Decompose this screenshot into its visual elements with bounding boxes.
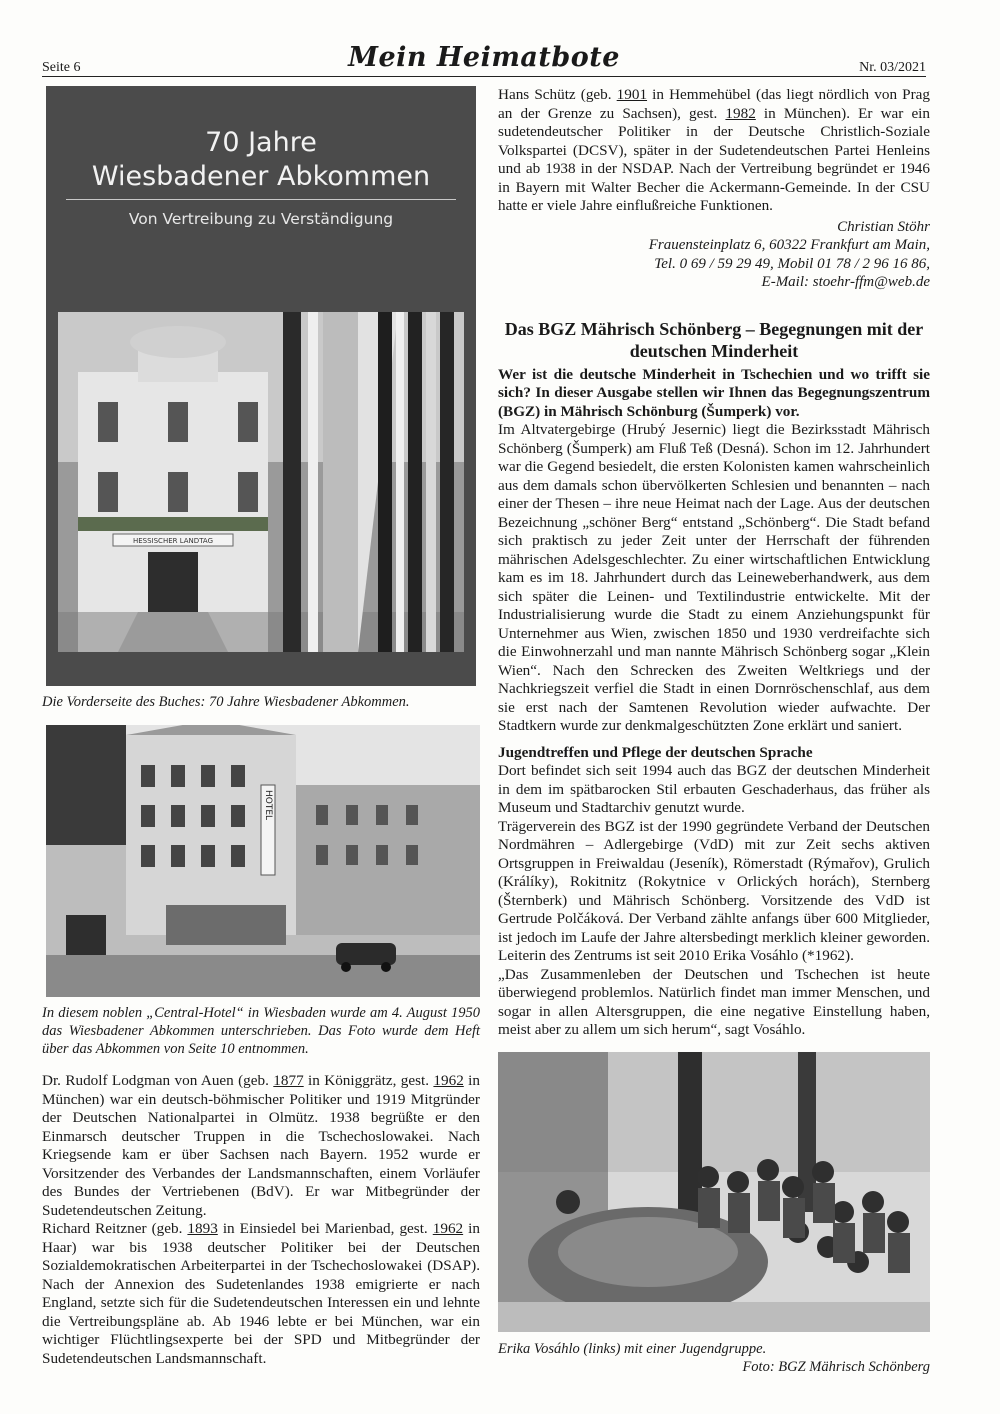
- lodgman-paragraph: Dr. Rudolf Lodgman von Auen (geb. 1877 in Königgrätz, gest. 1962 in München) war ein deutsch-böhmischer Politiker und 1919 Mitgründer der Deutschen Nationalpartei in Olmütz. 1938 begrüßte er den Einmarsch deutscher Truppen in die Tschechoslowakei. Nach Kriegsende kam er über Sachsen nach Bayern. 1952 wurde er Vorsitzender des Verbandes der Landsmannschaften, einem Vorläufer des Bundes der Vertriebenen (BdV). Er war Mitbegründer der Sudetendeutschen Zeitung.: [42, 1072, 480, 1219]
- article-paragraph-4: „Das Zusammenleben der Deutschen und Tschechen ist heute überwiegend problemlos. Natürlich findet man immer Menschen, und sogar in allen Altersgruppen, die eine negative Einstellung haben, meist aber zu allem um sich herum“, sagt Vosáhlo.: [498, 965, 930, 1038]
- article-lede: Wer ist die deutsche Minderheit in Tschechien und wo trifft sie sich? In dieser Ausgabe stellen wir Ihnen das Begegnungszentrum (BGZ) in Mährisch Schönburg (Šumperk) vor.: [498, 365, 930, 420]
- cover-title-line2: Wiesbadener Abkommen: [91, 161, 431, 192]
- author-name: Christian Stöhr: [837, 218, 930, 235]
- book-cover: [46, 86, 476, 686]
- article-paragraph-3: Trägerverein des BGZ ist der 1990 gegründete Verband der Deutschen Nordmähren – Adlergebirge (VdD) mit zur Zeit sechs aktiven Ortsgruppen in Freiwaldau (Jeseník), Römerstadt (Rýmařov), Grulich (Králíky), Rokitnitz (Rokytnice v Orlických horách), Sternberg (Šternberk) und Mährisch Schönberg. Vorsitzende des VdD ist Gertrude Polčáková. Der Verband zählte anfangs über 600 Mitglieder, ist jedoch im Laufe der Jahre altersbedingt merklich kleiner geworden. Leiterin des Zentrums ist seit 2010 Erika Vosáhlo (*1962).: [498, 817, 930, 964]
- cover-caption: Die Vorderseite des Buches: 70 Jahre Wiesbadener Abkommen.: [42, 694, 410, 710]
- author-phone: Tel. 0 69 / 59 29 49, Mobil 01 78 / 2 96 16 86,: [654, 255, 930, 272]
- page-number: Seite 6: [42, 60, 81, 75]
- cover-title: [46, 126, 476, 194]
- schuetz-paragraph: Hans Schütz (geb. 1901 in Hemmehübel (das liegt nördlich von Prag an der Grenze zu Sachsen), gest. 1982 in München). Er war ein sudetendeutscher Politiker in der Deutsche Christlich-Soziale Volkspartei (DCSV), später in der Sudetendeutschen Partei Henleins und ab 1938 in der NSDAP. Nach der Vertreibung begründet er 1946 in Bayern mit Walter Becher die Ackermann-Gemeinde. In der CSU hatte er viele Jahre einflußreiche Funktionen.: [498, 86, 930, 214]
- author-email: E-Mail: stoehr-ffm@web.de: [761, 274, 930, 290]
- article-paragraph-2: Dort befindet sich seit 1994 auch das BGZ der deutschen Minderheit in dem im spätbarocken Stil erbauten Geschaderhaus, das früher als Museum und Stadtarchiv genutzt wurde.: [498, 762, 930, 816]
- hotel-photo: [46, 725, 480, 997]
- cover-divider: [66, 199, 456, 200]
- youth-group-photo: [498, 1052, 930, 1332]
- left-column: [42, 86, 480, 1368]
- author-address: Frauensteinplatz 6, 60322 Frankfurt am Main,: [648, 237, 930, 253]
- hotel-sign-text: HOTEL: [263, 789, 273, 821]
- article-title: Das BGZ Mährisch Schönberg – Begegnungen mit der deutschen Minderheit: [504, 318, 924, 361]
- page-header: [42, 40, 926, 77]
- cover-subtitle: Von Vertreibung zu Verständigung: [128, 210, 394, 228]
- hotel-caption: In diesem noblen „Central-Hotel“ in Wiesbaden wurde am 4. August 1950 das Wiesbadener Abkommen unterschrieben. Das Foto wurde dem Heft über das Abkommen von Seite 10 entnommen.: [42, 1005, 480, 1057]
- author-signature: [498, 218, 930, 292]
- group-photo-credit: Foto: BGZ Mährisch Schönberg: [742, 1358, 930, 1375]
- reitzner-paragraph: Richard Reitzner (geb. 1893 in Einsiedel bei Marienbad, gest. 1962 in Haar) war bis 1938 deutscher Politiker bei der Deutschen Sozialdemokratischen Arbeiterpartei in der Tschechoslowakei (DSAP). Nach der Annexion des Sudetenlandes 1938 emigrierte er nach England, setzte sich für die Sudetendeutschen Interessen ein und lehnte die Vertreibungspläne ab. Ab 1946 lebte er bei München, war ein wichtiger Flüchtlingsexperte bei der SPD und Mitbegründer der Sudetendeutschen Landsmannschaft.: [42, 1220, 480, 1367]
- article-paragraph-1: Im Altvatergebirge (Hrubý Jesernic) liegt die Bezirksstadt Mährisch Schönberg (Šumperk) am Fluß Teß (Desná). Schon im 12. Jahrhundert war die Gegend besiedelt, die ersten Kolonisten kamen wahrscheinlich aus dem damals schon übervölkerten Schlesien und benannten – nach einer der Thesen – ihre neue Heimat nach der Lage. Aus der deutschen Bezeichnung „schöner Berg“ entstand „Schönberg“. Die Stadt befand sich praktisch zu jeder Zeit unter der Herrschaft der führenden mährischen Adelsgeschlechter. Zu einer wirtschaftlichen Entwicklung kam es im 18. Jahrhundert durch das Leineweberhandwerk, aus dem sich später die Leinen- und Textilindustrie entwickelte. Mit der Industrialisierung wurde die Stadt zu einem Anziehungspunkt für Unternehmer aus Wien, zwischen 1850 und 1930 verdreifachte sich die Einwohnerzahl und man nannte Mährisch Schönberg sogar „Klein Wien“. Nach den Schrecken des Zweiten Weltkriegs und der Nachkriegszeit verfiel die Stadt in einen Dornröschenschlaf, aus dem sie erst nach der Samtenen Revolution wieder aufwachte. Der Stadtkern wurde zur denkmalgeschützten Zone erklärt und saniert.: [498, 421, 930, 734]
- cover-sign-text: HESSISCHER LANDTAG: [132, 537, 214, 545]
- article-subhead: Jugendtreffen und Pflege der deutschen Sprache: [498, 743, 813, 761]
- cover-building-photo: [58, 312, 464, 652]
- group-caption: Erika Vosáhlo (links) mit einer Jugendgruppe.: [498, 1340, 767, 1357]
- issue-number: Nr. 03/2021: [859, 60, 926, 75]
- right-column: [498, 86, 930, 1376]
- cover-title-line1: 70 Jahre: [205, 127, 317, 158]
- masthead: Mein Heimatbote: [348, 42, 620, 73]
